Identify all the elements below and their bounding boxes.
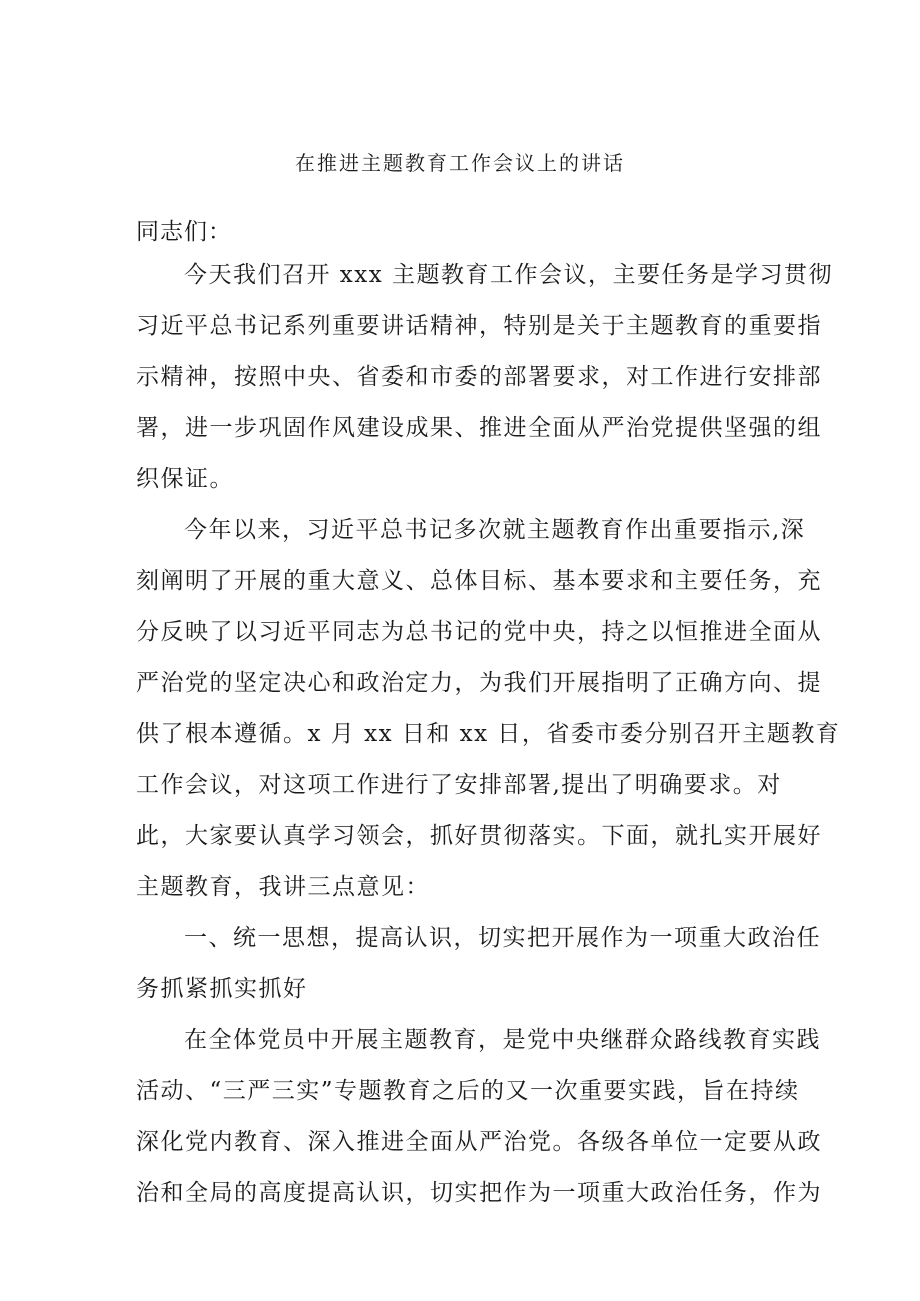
body-line: 活动、“三严三实”专题教育之后的又一次重要实践，旨在持续 <box>136 1078 800 1104</box>
body-line: 习近平总书记系列重要讲话精神，特别是关于主题教育的重要指 <box>136 313 822 339</box>
body-line: 一、统一思想，提高认识，切实把开展作为一项重大政治任 <box>184 925 821 951</box>
body-line: 供了根本遵循。x 月 xx 日和 xx 日，省委市委分别召开主题教育 <box>136 721 841 747</box>
body-line: 工作会议，对这项工作进行了安排部署,提出了明确要求。对 <box>136 772 782 798</box>
body-line: 刻阐明了开展的重大意义、总体目标、基本要求和主要任务，充 <box>136 568 822 594</box>
body-line: 今年以来，习近平总书记多次就主题教育作出重要指示,深 <box>184 517 806 543</box>
document-body <box>136 250 841 1219</box>
body-line: 分反映了以习近平同志为总书记的党中央，持之以恒推进全面从 <box>136 619 822 645</box>
body-line: 此，大家要认真学习领会，抓好贯彻落实。下面，就扎实开展好 <box>136 823 822 849</box>
body-line: 示精神，按照中央、省委和市委的部署要求，对工作进行安排部 <box>136 364 822 390</box>
body-line: 务抓紧抓实抓好 <box>136 976 308 1002</box>
body-line: 严治党的坚定决心和政治定力，为我们开展指明了正确方向、提 <box>136 670 822 696</box>
body-line: 今天我们召开 xxx 主题教育工作会议，主要任务是学习贯彻 <box>184 262 834 288</box>
document-title: 在推进主题教育工作会议上的讲话 <box>295 151 625 175</box>
greeting: 同志们： <box>136 219 232 245</box>
body-line: 深化党内教育、深入推进全面从严治党。各级各单位一定要从政 <box>136 1129 822 1155</box>
body-line: 主题教育，我讲三点意见： <box>136 874 430 900</box>
body-line: 在全体党员中开展主题教育，是党中央继群众路线教育实践 <box>184 1027 821 1053</box>
body-line: 署，进一步巩固作风建设成果、推进全面从严治党提供坚强的组 <box>136 415 822 441</box>
body-line: 治和全局的高度提高认识，切实把作为一项重大政治任务，作为 <box>136 1180 822 1206</box>
body-line: 织保证。 <box>136 466 234 492</box>
